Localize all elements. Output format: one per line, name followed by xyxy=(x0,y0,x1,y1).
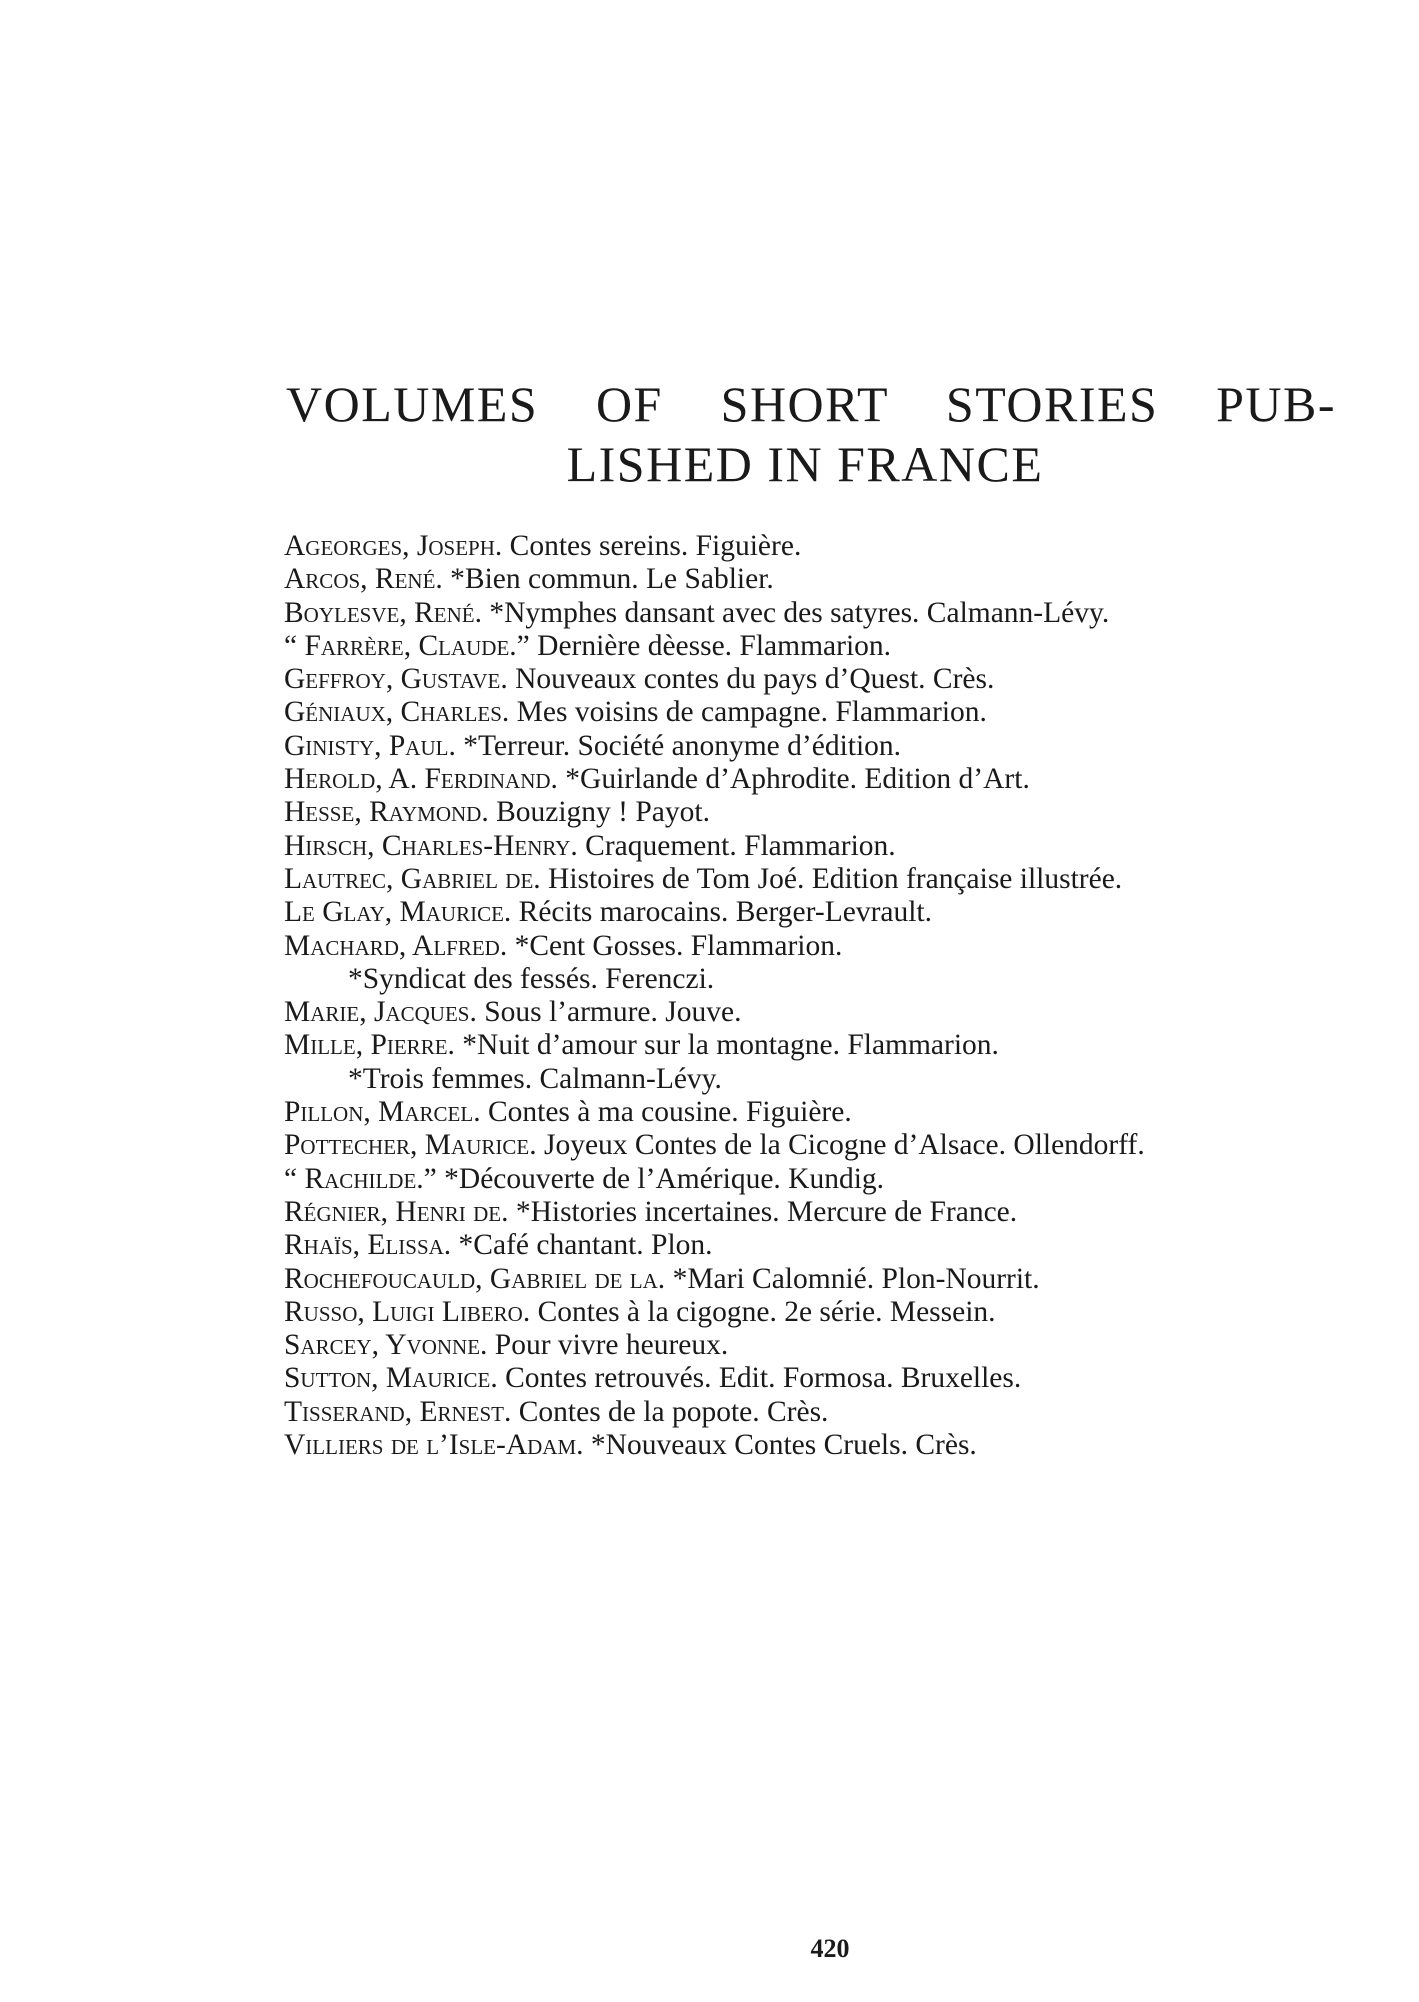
entry-work: *Cent Gosses. Flammarion. xyxy=(514,929,843,962)
entry-work: Mes voisins de campagne. Flammarion. xyxy=(516,696,987,729)
entry-work: *Mari Calomnié. Plon-Nourrit. xyxy=(672,1262,1040,1295)
entry-author: Le Glay, Maurice. xyxy=(284,896,512,929)
entry-work: Pour vivre heureux. xyxy=(494,1329,729,1362)
entry-author: Villiers de l’Isle-Adam. xyxy=(284,1429,584,1462)
entry-work: *Histories incertaines. Mercure de France. xyxy=(515,1195,1018,1228)
entry-author: Sarcey, Yvonne. xyxy=(284,1329,488,1362)
entry-work: *Syndicat des fessés. Ferenczi. xyxy=(348,962,715,995)
bibliography-list xyxy=(284,530,1329,1462)
entry-author: Ginisty, Paul. xyxy=(284,729,456,762)
entry-work: Craquement. Flammarion. xyxy=(585,829,896,862)
entry-work: Histoires de Tom Joé. Edition française illustrée. xyxy=(548,862,1123,895)
bibliography-entry xyxy=(284,696,1329,729)
entry-author: Geffroy, Gustave. xyxy=(284,663,508,696)
entry-work: Bouzigny ! Payot. xyxy=(496,796,710,829)
entry-work: Contes à la cigogne. 2e série. Messein. xyxy=(537,1295,996,1328)
entry-work: *Café chantant. Plon. xyxy=(458,1229,713,1262)
bibliography-entry xyxy=(284,663,1329,696)
bibliography-entry xyxy=(284,1163,1329,1196)
bibliography-entry xyxy=(284,563,1329,596)
page-title xyxy=(286,374,1336,494)
entry-work: *Nuit d’amour sur la montagne. Flammarion. xyxy=(462,1029,999,1062)
bibliography-entry xyxy=(284,1296,1329,1329)
entry-work: *Nymphes dansant avec des satyres. Calmann-Lévy. xyxy=(489,596,1110,629)
bibliography-entry xyxy=(284,830,1329,863)
bibliography-entry xyxy=(284,1329,1329,1362)
entry-author: Géniaux, Charles. xyxy=(284,696,510,729)
entry-work: *Bien commun. Le Sablier. xyxy=(450,563,774,596)
bibliography-entry xyxy=(284,1196,1329,1229)
entry-author: Machard, Alfred. xyxy=(284,929,508,962)
entry-author: Rochefoucauld, Gabriel de la. xyxy=(284,1262,666,1295)
entry-work: *Guirlande d’Aphrodite. Edition d’Art. xyxy=(565,763,1030,796)
bibliography-entry xyxy=(284,930,1329,963)
entry-author: Régnier, Henri de. xyxy=(284,1195,509,1228)
entry-work: Joyeux Contes de la Cicogne d’Alsace. Ollendorff. xyxy=(543,1129,1145,1162)
entry-work: *Découverte de l’Amérique. Kundig. xyxy=(444,1162,885,1195)
entry-author: “ Rachilde.” xyxy=(284,1162,437,1195)
entry-author: Arcos, René. xyxy=(284,563,443,596)
bibliography-entry xyxy=(284,863,1329,896)
bibliography-entry xyxy=(284,1063,1329,1096)
bibliography-entry xyxy=(284,896,1329,929)
bibliography-entry xyxy=(284,996,1329,1029)
entry-author: Pottecher, Maurice. xyxy=(284,1129,537,1162)
bibliography-entry xyxy=(284,1429,1329,1462)
entry-author: Ageorges, Joseph. xyxy=(284,530,503,562)
entry-author: Tisserand, Ernest. xyxy=(284,1395,512,1428)
entry-work: Nouveaux contes du pays d’Quest. Crès. xyxy=(515,663,995,696)
bibliography-entry xyxy=(284,963,1329,996)
title-line-1: VOLUMES OF SHORT STORIES PUB- xyxy=(286,376,1336,432)
entry-work: Sous l’armure. Jouve. xyxy=(484,996,742,1029)
entry-author: Hirsch, Charles-Henry. xyxy=(284,829,578,862)
entry-author: Russo, Luigi Libero. xyxy=(284,1295,531,1328)
page-number: 420 xyxy=(810,1934,850,1963)
entry-author: Hesse, Raymond. xyxy=(284,796,489,829)
bibliography-entry xyxy=(284,1396,1329,1429)
bibliography-entry xyxy=(284,1263,1329,1296)
entry-author: Herold, A. Ferdinand. xyxy=(284,763,558,796)
bibliography-entry xyxy=(284,1362,1329,1395)
entry-work: *Nouveaux Contes Cruels. Crès. xyxy=(590,1429,977,1462)
bibliography-entry xyxy=(284,1229,1329,1262)
entry-work: *Trois femmes. Calmann-Lévy. xyxy=(348,1062,722,1095)
bibliography-entry xyxy=(284,763,1329,796)
entry-author: Pillon, Marcel. xyxy=(284,1096,481,1129)
entry-author: Sutton, Maurice. xyxy=(284,1362,498,1395)
bibliography-entry xyxy=(284,730,1329,763)
bibliography-entry xyxy=(284,530,1329,563)
entry-author: Marie, Jacques. xyxy=(284,996,477,1029)
bibliography-entry xyxy=(284,597,1329,630)
bibliography-entry xyxy=(284,1029,1329,1062)
entry-work: Contes à ma cousine. Figuière. xyxy=(487,1096,852,1129)
entry-author: Boylesve, René. xyxy=(284,596,482,629)
bibliography-entry xyxy=(284,1096,1329,1129)
bibliography-entry xyxy=(284,630,1329,663)
entry-work: Contes de la popote. Crès. xyxy=(518,1395,829,1428)
entry-author: Rhaïs, Elissa. xyxy=(284,1229,452,1262)
title-line-2: LISHED IN FRANCE xyxy=(566,436,1044,492)
bibliography-entry xyxy=(284,796,1329,829)
entry-work: *Terreur. Société anonyme d’édition. xyxy=(463,729,902,762)
entry-author: “ Farrère, Claude.” xyxy=(284,629,530,662)
entry-work: Contes retrouvés. Edit. Formosa. Bruxelles. xyxy=(505,1362,1022,1395)
entry-work: Dernière dèesse. Flammarion. xyxy=(537,629,892,662)
entry-work: Contes sereins. Figuière. xyxy=(509,530,802,562)
entry-author: Lautrec, Gabriel de. xyxy=(284,862,541,895)
entry-author: Mille, Pierre. xyxy=(284,1029,455,1062)
bibliography-entry xyxy=(284,1129,1329,1162)
entry-work: Récits marocains. Berger-Levrault. xyxy=(518,896,933,929)
